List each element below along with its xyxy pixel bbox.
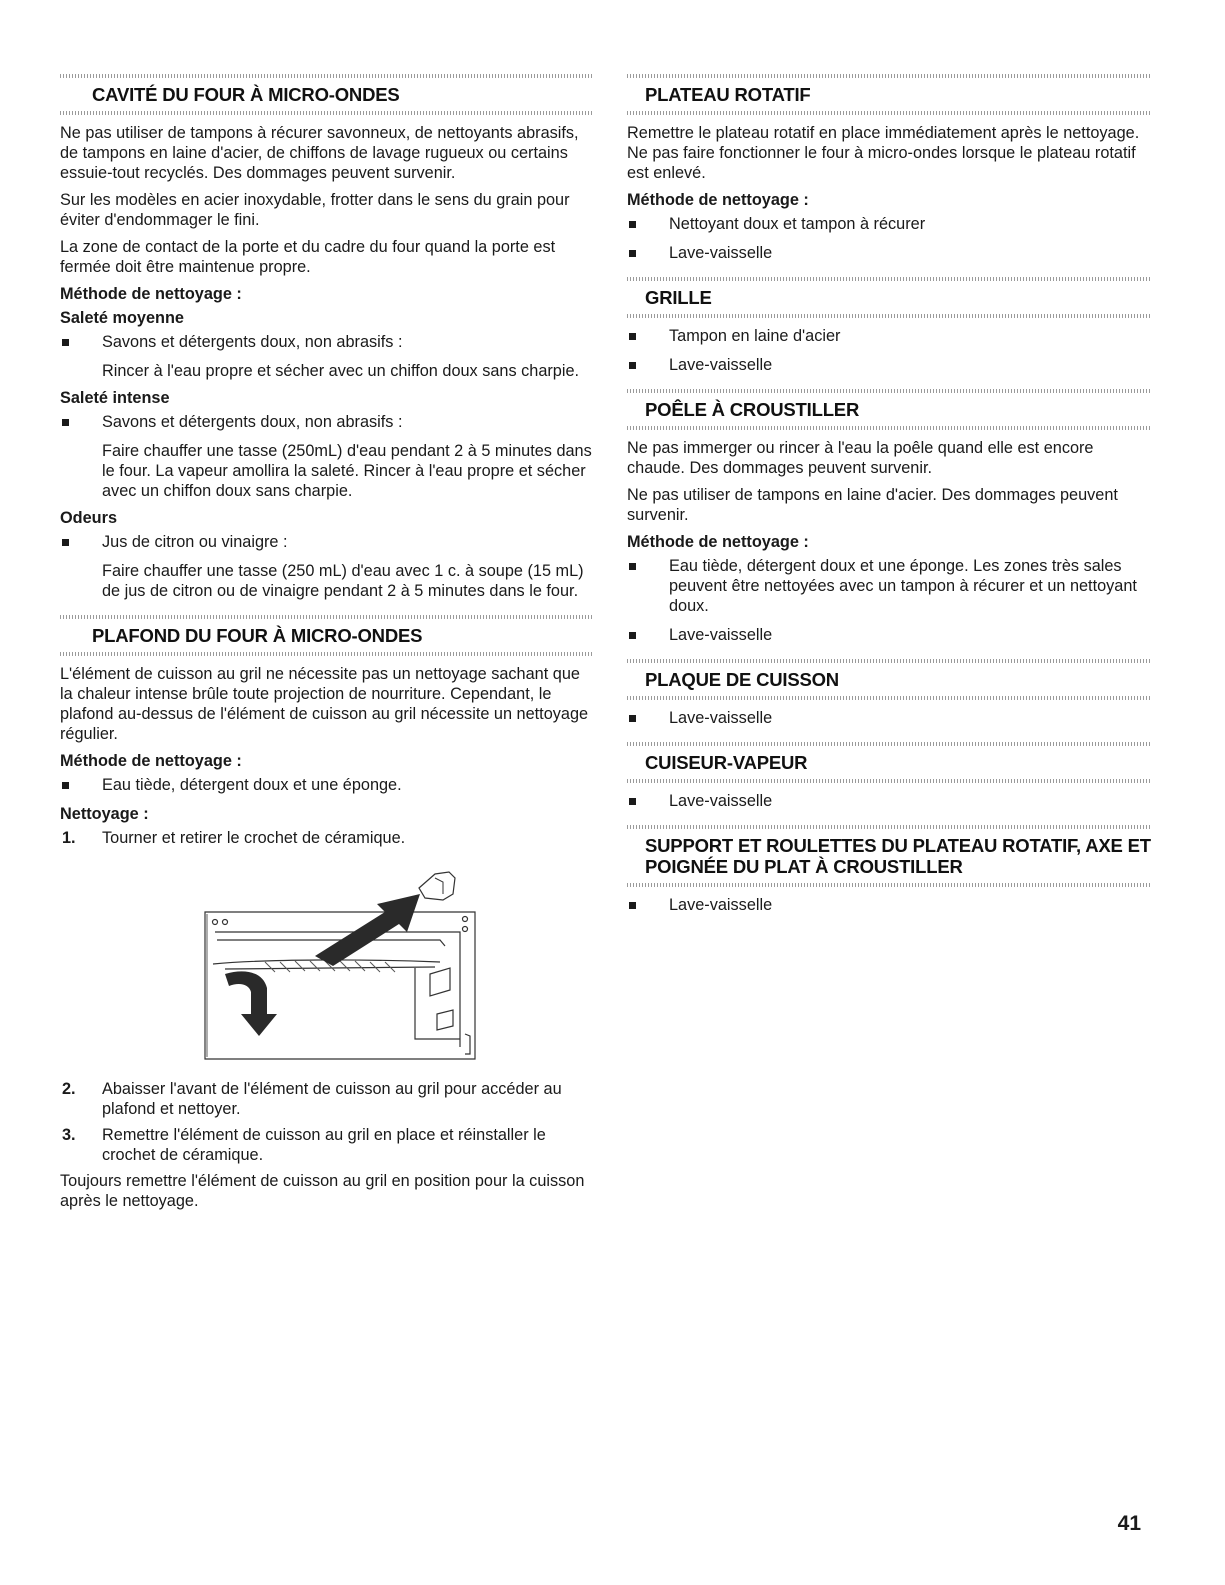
section-title: CAVITÉ DU FOUR À MICRO-ONDES (92, 84, 400, 105)
section-cuiseur (627, 740, 1152, 811)
section-header (627, 72, 1152, 115)
paragraph: Ne pas immerger ou rincer à l'eau la poêle quand elle est encore chaude. Des dommages peuvent survenir. (627, 439, 1094, 477)
section-header (627, 657, 1152, 700)
step-text: Tourner et retirer le crochet de céramique. (102, 829, 406, 847)
bullet-item: Eau tiède, détergent doux et une éponge. (60, 775, 592, 795)
bullet-item: Jus de citron ou vinaigre : (60, 532, 592, 552)
subheading: Saleté intense (60, 389, 170, 407)
paragraph: Ne pas utiliser de tampons en laine d'acier. Des dommages peuvent survenir. (627, 486, 1118, 524)
subheading: Nettoyage : (60, 805, 149, 823)
section-title: CUISEUR-VAPEUR (645, 752, 808, 773)
step-text: Remettre l'élément de cuisson au gril en place et réinstaller le crochet de céramique. (102, 1126, 546, 1164)
subheading: Méthode de nettoyage : (627, 191, 809, 209)
section-plateau (627, 72, 1152, 263)
paragraph: L'élément de cuisson au gril ne nécessite pas un nettoyage sachant que la chaleur intense brûle toute projection de nourriture. Cependant, le plafond au-dessus de l'élément de cuisson au gril nécessite un nettoyage régulier. (60, 665, 589, 743)
section-poele (627, 387, 1152, 645)
numbered-step (60, 1125, 592, 1165)
bullet-item: Savons et détergents doux, non abrasifs : (60, 332, 592, 352)
paragraph: Toujours remettre l'élément de cuisson au gril en position pour la cuisson après le nettoyage. (60, 1172, 585, 1210)
step-text: Abaisser l'avant de l'élément de cuisson au gril pour accéder au plafond et nettoyer. (102, 1080, 562, 1118)
numbered-step (60, 828, 592, 848)
section-header (627, 275, 1152, 318)
subheading: Méthode de nettoyage : (60, 752, 242, 770)
paragraph: La zone de contact de la porte et du cadre du four quand la porte est fermée doit être maintenue propre. (60, 238, 556, 276)
indented-text: Faire chauffer une tasse (250 mL) d'eau avec 1 c. à soupe (15 mL) de jus de citron ou de vinaigre pendant 2 à 5 minutes dans le four. (102, 562, 584, 600)
paragraph: Remettre le plateau rotatif en place immédiatement après le nettoyage. Ne pas faire fonctionner le four à micro-ondes lorsque le plateau rotatif est enlevé. (627, 124, 1140, 182)
paragraph: Ne pas utiliser de tampons à récurer savonneux, de nettoyants abrasifs, de tampons en laine d'acier, de chiffons de lavage rugueux ou certains essuie-tout recyclés. Des dommages peuvent survenir. (60, 124, 579, 182)
bullet-item: Lave-vaisselle (627, 243, 1152, 263)
step-number: 3. (62, 1126, 76, 1144)
bullet-item: Savons et détergents doux, non abrasifs : (60, 412, 592, 432)
oven-ceiling-illustration (185, 864, 485, 1064)
subheading: Odeurs (60, 509, 118, 527)
left-column (60, 72, 592, 1223)
bullet-item: Lave-vaisselle (627, 625, 1152, 645)
section-title: POÊLE À CROUSTILLER (645, 399, 860, 420)
section-header (627, 387, 1152, 430)
step-number: 1. (62, 829, 76, 847)
bullet-item: Lave-vaisselle (627, 895, 1152, 915)
section-title: PLAFOND DU FOUR À MICRO-ONDES (92, 625, 423, 646)
section-title: SUPPORT ET ROULETTES DU PLATEAU ROTATIF, AXE ET POIGNÉE DU PLAT À CROUSTILLER (645, 835, 1151, 877)
bullet-item: Lave-vaisselle (627, 708, 1152, 728)
bullet-item: Tampon en laine d'acier (627, 326, 1152, 346)
bullet-item: Nettoyant doux et tampon à récurer (627, 214, 1152, 234)
section-title: PLAQUE DE CUISSON (645, 669, 839, 690)
bullet-item: Lave-vaisselle (627, 791, 1152, 811)
bullet-item: Lave-vaisselle (627, 355, 1152, 375)
subheading: Saleté moyenne (60, 309, 184, 327)
numbered-step (60, 1079, 592, 1119)
section-plaque (627, 657, 1152, 728)
section-grille (627, 275, 1152, 375)
section-cavite (60, 72, 592, 601)
section-header (627, 740, 1152, 783)
step-number: 2. (62, 1080, 76, 1098)
subheading: Méthode de nettoyage : (60, 285, 242, 303)
subheading: Méthode de nettoyage : (627, 533, 809, 551)
section-header (627, 823, 1152, 887)
indented-text: Rincer à l'eau propre et sécher avec un chiffon doux sans charpie. (102, 362, 580, 380)
bullet-item: Eau tiède, détergent doux et une éponge. Les zones très sales peuvent être nettoyées avec un tampon à récurer et un nettoyant doux. (627, 556, 1152, 616)
section-header (60, 613, 592, 656)
page-number: 41 (1117, 1512, 1141, 1535)
paragraph: Sur les modèles en acier inoxydable, frotter dans le sens du grain pour éviter d'endommager le fini. (60, 191, 570, 229)
section-plafond (60, 613, 592, 1211)
section-header (60, 72, 592, 115)
section-title: GRILLE (645, 287, 712, 308)
section-support (627, 823, 1152, 915)
indented-text: Faire chauffer une tasse (250mL) d'eau pendant 2 à 5 minutes dans le four. La vapeur amollira la saleté. Rincer à l'eau propre et sécher avec un chiffon doux sans charpie. (102, 442, 592, 500)
right-column (627, 72, 1152, 927)
section-title: PLATEAU ROTATIF (645, 84, 811, 105)
